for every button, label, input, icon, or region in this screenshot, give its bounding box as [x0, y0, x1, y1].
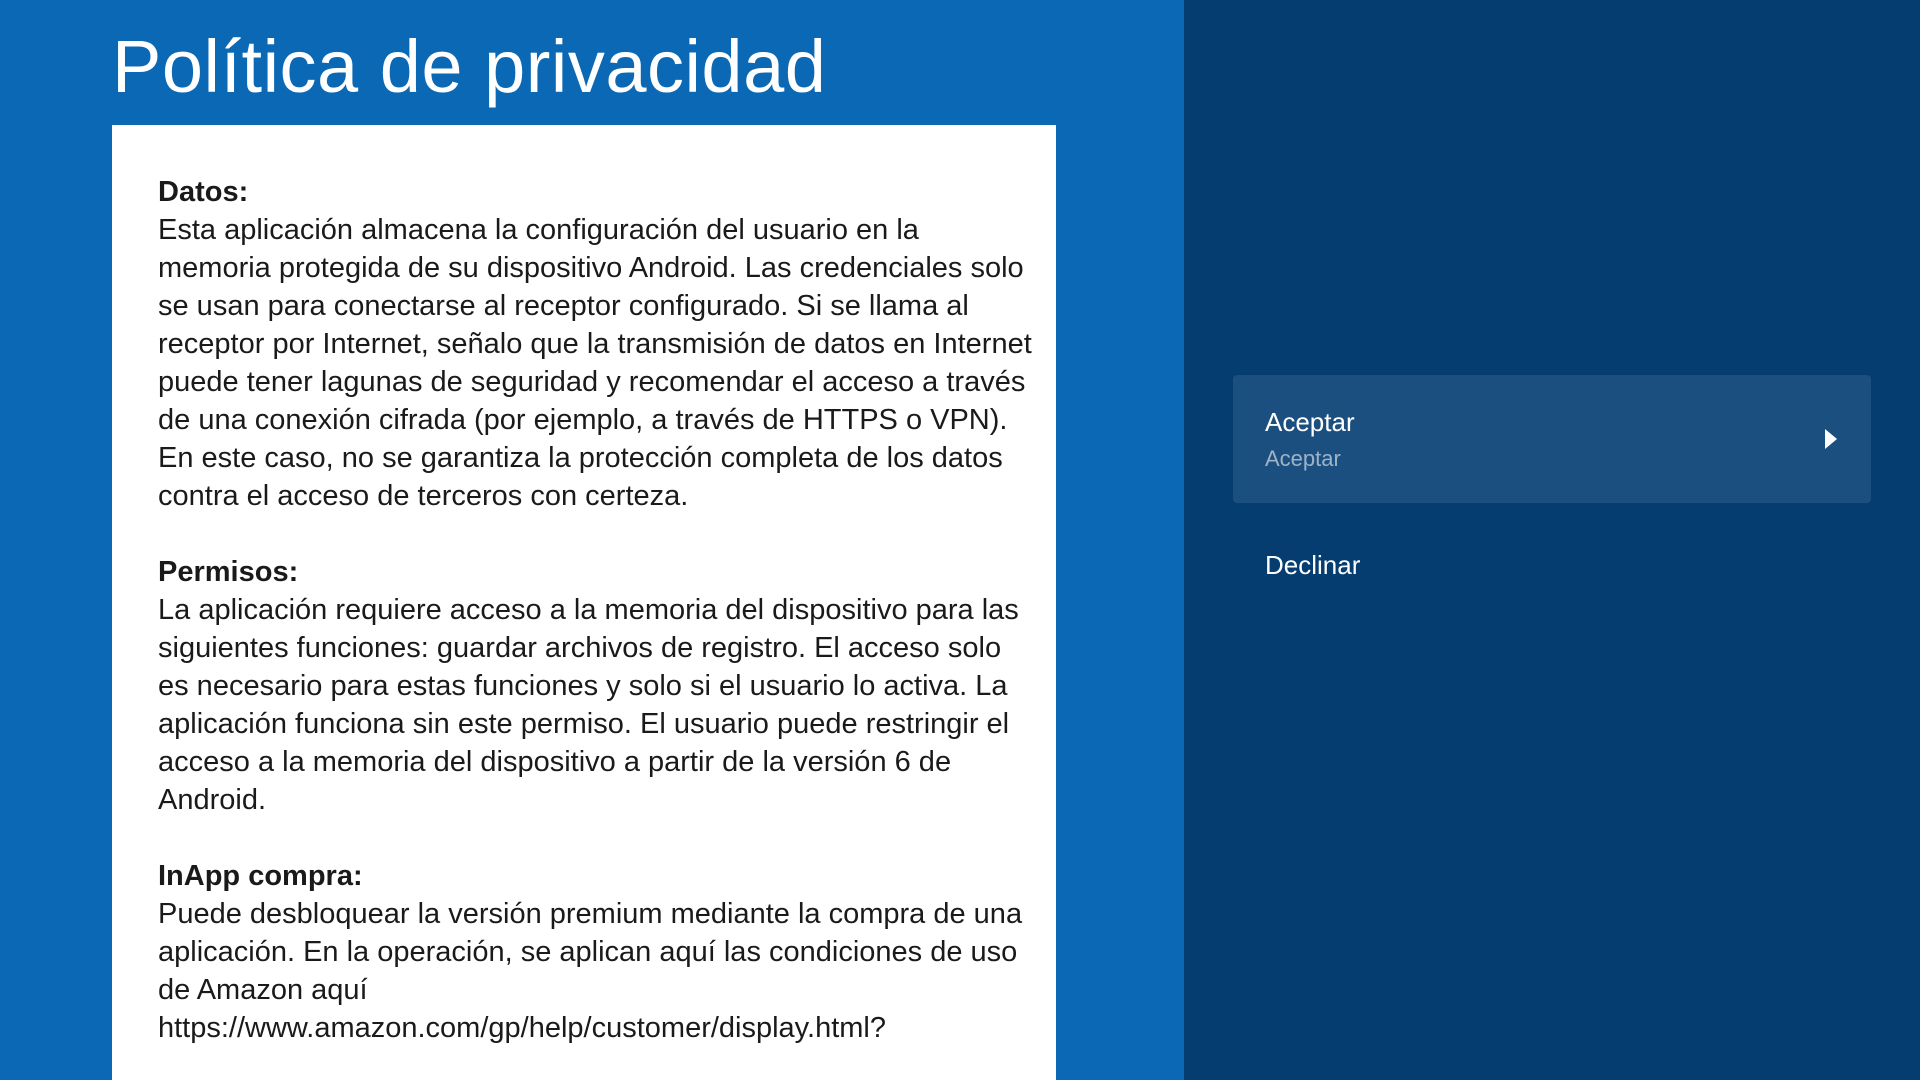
decline-button[interactable]	[1233, 536, 1871, 600]
section-heading: Datos:	[158, 176, 249, 208]
decline-title: Declinar	[1265, 550, 1361, 580]
section-body: Puede desbloquear la versión premium mediante la compra de una aplicación. En la operación, se aplican aquí las condiciones de uso de Amazon aquí https://www.amazon.com/gp/help/customer/display.html?	[158, 898, 1023, 1044]
chevron-right-icon	[1825, 429, 1837, 449]
accept-title: Aceptar	[1265, 407, 1355, 437]
accept-button[interactable]	[1233, 375, 1871, 503]
section-heading: Permisos:	[158, 556, 299, 588]
document-content	[158, 173, 1038, 1080]
privacy-policy-document[interactable]	[112, 125, 1056, 1080]
accept-description: Aceptar	[1265, 446, 1341, 471]
section-inapp-compra	[158, 857, 1038, 1047]
section-body: Esta aplicación almacena la configuración del usuario en la memoria protegida de su dispositivo Android. Las credenciales solo se usan para conectarse al receptor configurado. Si se llama al receptor por Internet, señalo que la transmisión de datos en Internet puede tener lagunas de seguridad y recomendar el acceso a través de una conexión cifrada (por ejemplo, a través de HTTPS o VPN). En este caso, no se garantiza la protección completa de los datos contra el acceso de terceros con certeza.	[158, 214, 1032, 512]
section-body: La aplicación requiere acceso a la memoria del dispositivo para las siguientes funciones: guardar archivos de registro. El acceso solo es necesario para estas funciones y solo si el usuario lo activa. La aplicación funciona sin este permiso. El usuario puede restringir el acceso a la memoria del dispositivo a partir de la versión 6 de Android.	[158, 594, 1019, 816]
section-heading: InApp compra:	[158, 860, 363, 892]
section-datos	[158, 173, 1038, 515]
section-permisos	[158, 553, 1038, 819]
page-title: Política de privacidad	[112, 25, 827, 108]
